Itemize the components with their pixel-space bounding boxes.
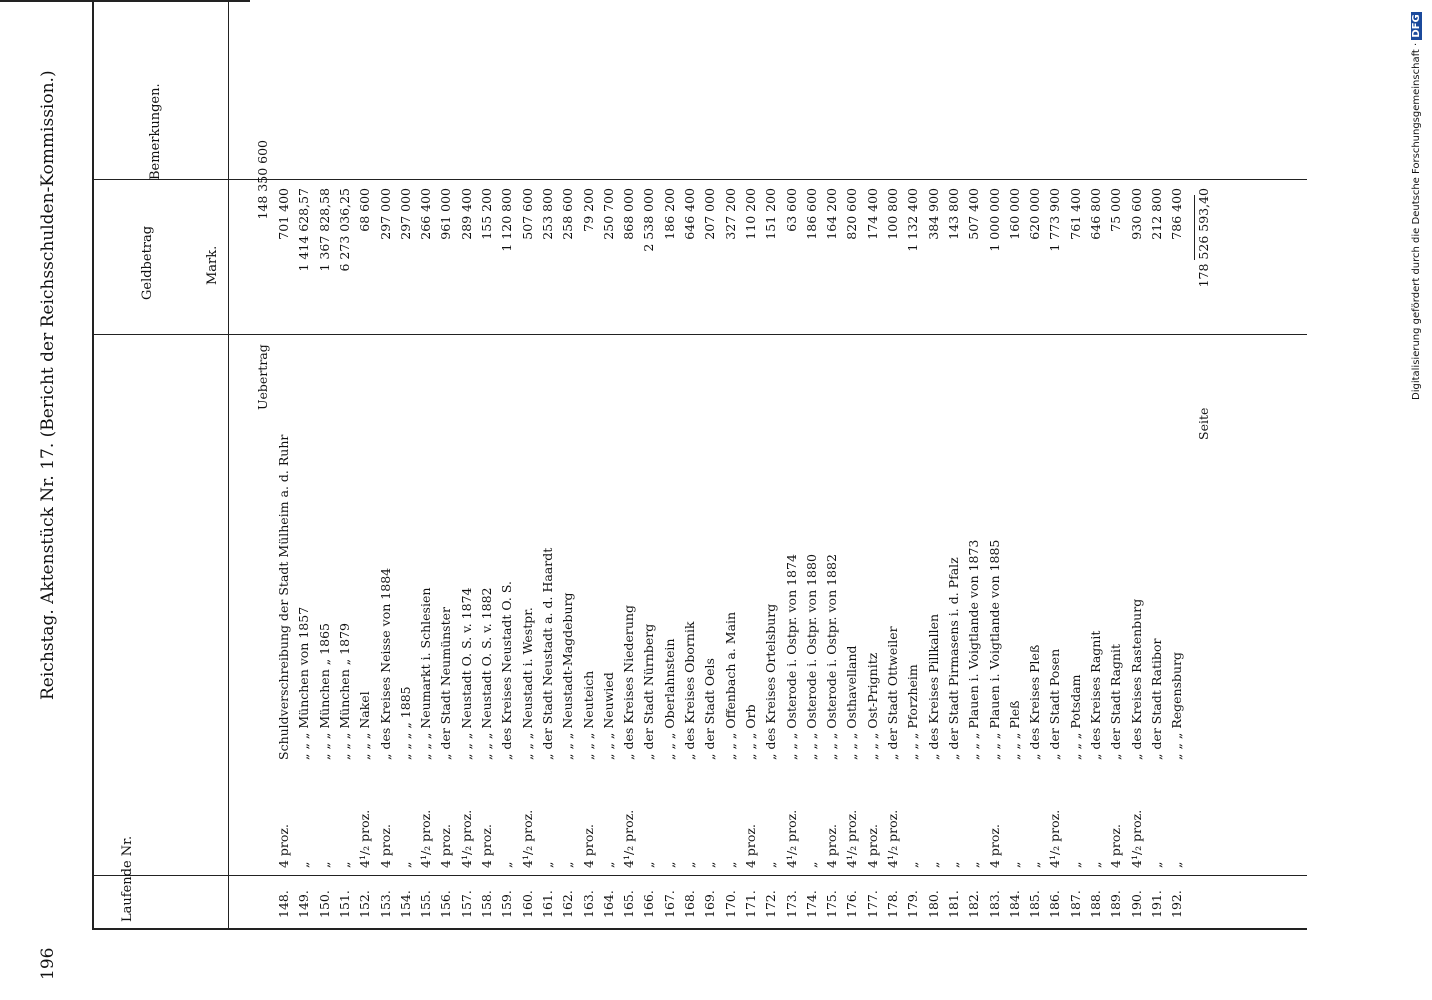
row-number: 150. (316, 890, 332, 918)
interest-rate: „ (1006, 861, 1022, 868)
row-description: „ „ „ „ 1885 (397, 686, 413, 760)
row-number: 180. (925, 890, 941, 918)
table-row (966, 0, 982, 1000)
interest-rate: 4 proz. (276, 824, 291, 868)
row-number: 176. (844, 890, 860, 918)
row-number: 160. (519, 890, 535, 918)
table-row (621, 0, 637, 1000)
row-description: „ des Kreises Niederung (621, 605, 637, 760)
row-description: „ „ „ Regensburg (1169, 651, 1185, 760)
table-row (682, 0, 698, 1000)
table-row (763, 0, 779, 1000)
dfg-sidebar-text: Digitalisierung gefördert durch die Deutsche Forschungsgemeinschaft · (1411, 42, 1422, 400)
interest-rate: „ (600, 861, 616, 868)
column-header-number: Laufende Nr. (120, 835, 135, 922)
row-description: „ des Kreises Neustadt O. S. (499, 581, 515, 760)
row-number: 192. (1169, 890, 1185, 918)
table-row (357, 0, 373, 1000)
interest-rate: „ (1148, 861, 1164, 868)
table-top-rule (92, 0, 94, 930)
row-description: „ „ „ Pleß (1006, 700, 1022, 760)
row-amount: 297 000 (377, 188, 393, 240)
row-number: 154. (397, 890, 413, 918)
table-row (662, 0, 678, 1000)
page-number: 196 (38, 947, 58, 980)
row-number: 166. (641, 890, 657, 918)
row-amount: 786 400 (1169, 188, 1185, 240)
table-row (438, 0, 454, 1000)
row-amount: 151 200 (763, 188, 779, 240)
interest-rate: 4¹/₂ proz. (357, 809, 373, 868)
row-amount: 186 200 (661, 188, 677, 240)
interest-rate: „ (316, 861, 332, 868)
row-number: 173. (783, 890, 799, 918)
row-number: 175. (824, 890, 840, 918)
row-number: 182. (966, 890, 982, 918)
row-amount: 253 800 (539, 188, 555, 240)
row-number: 178. (885, 890, 900, 918)
interest-rate: „ (661, 861, 677, 868)
row-amount: 258 600 (560, 188, 576, 240)
row-description: „ „ „ München „ 1865 (316, 623, 332, 760)
interest-rate: 4 proz. (580, 824, 596, 868)
table-row (1068, 0, 1084, 1000)
row-number: 171. (742, 890, 758, 918)
table-row (723, 0, 739, 1000)
table-row (1027, 0, 1043, 1000)
row-amount: 620 000 (1027, 188, 1043, 240)
row-amount: 1 414 628,57 (296, 188, 312, 272)
row-description: „ „ „ Osterode i. Ostpr. von 1882 (824, 554, 840, 760)
row-description: „ der Stadt Neumünster (438, 607, 454, 760)
interest-rate: 4¹/₂ proz. (783, 809, 799, 868)
row-description: „ „ „ Osthavelland (844, 645, 860, 760)
interest-rate: „ (702, 861, 718, 868)
header-separator-rule (228, 0, 229, 930)
row-description: „ der Stadt Oels (702, 658, 718, 760)
interest-rate: 4¹/₂ proz. (621, 809, 637, 868)
row-amount: 646 400 (682, 188, 697, 240)
row-amount: 701 400 (276, 188, 291, 240)
row-description: „ des Kreises Neisse von 1884 (377, 567, 393, 760)
row-amount: 100 800 (885, 188, 900, 240)
row-number: 183. (986, 890, 1002, 918)
row-number: 188. (1088, 890, 1103, 918)
row-number: 151. (336, 890, 352, 918)
row-number: 153. (377, 890, 393, 918)
row-amount: 2 538 000 (641, 188, 657, 252)
table-left-rule (92, 928, 1307, 930)
row-amount: 289 400 (458, 188, 474, 240)
table-row (520, 0, 536, 1000)
row-amount: 75 000 (1108, 188, 1124, 232)
interest-rate: „ (336, 861, 352, 868)
interest-rate: „ (763, 861, 779, 868)
row-description: „ „ „ Neustadt-Magdeburg (560, 592, 576, 760)
row-amount: 143 800 (945, 188, 961, 240)
row-number: 172. (763, 890, 779, 918)
row-number: 170. (722, 890, 738, 918)
row-description: „ „ „ Potsdam (1067, 674, 1083, 760)
interest-rate: 4 proz. (742, 824, 758, 868)
row-amount: 79 200 (580, 188, 596, 232)
row-amount: 961 000 (438, 188, 454, 240)
row-amount: 384 900 (925, 188, 941, 240)
row-amount: 174 400 (864, 188, 880, 240)
row-amount: 761 400 (1067, 188, 1083, 240)
table-row (905, 0, 921, 1000)
row-number: 157. (458, 890, 474, 918)
row-amount: 1 367 828,58 (316, 188, 332, 272)
row-description: „ „ „ Orb (742, 704, 758, 760)
row-amount: 297 000 (397, 188, 413, 240)
table-row (1129, 0, 1145, 1000)
table-row (540, 0, 556, 1000)
row-number: 161. (539, 890, 555, 918)
row-description: Schuldverschreibung der Stadt Mülheim a. d. Ruhr (276, 434, 291, 760)
row-amount: 212 800 (1148, 188, 1164, 240)
table-row (479, 0, 495, 1000)
table-row (641, 0, 657, 1000)
row-description: „ „ „ Neuteich (580, 670, 596, 760)
table-row (1088, 0, 1104, 1000)
interest-rate: 4 proz. (824, 824, 840, 868)
row-number: 156. (438, 890, 454, 918)
row-number: 174. (803, 890, 819, 918)
row-description: „ „ „ Plauen i. Voigtlande von 1885 (986, 539, 1002, 760)
table-row (601, 0, 617, 1000)
table-row (276, 0, 292, 1000)
row-number: 162. (560, 890, 576, 918)
interest-rate: „ (905, 861, 921, 868)
table-row (378, 0, 394, 1000)
row-number: 186. (1047, 890, 1063, 918)
row-description: „ „ „ Nakel (357, 691, 373, 760)
number-column-rule (92, 875, 1307, 876)
row-description: „ der Stadt Nürnberg (641, 623, 657, 760)
table-row (885, 0, 901, 1000)
page-title: Reichstag. Aktenstück Nr. 17. (Bericht der Reichsschulden-Kommission.) (38, 70, 58, 700)
row-amount: 646 800 (1088, 188, 1103, 240)
interest-rate: „ (641, 861, 657, 868)
row-number: 179. (905, 890, 921, 918)
dfg-logo: DFG (1411, 14, 1422, 38)
row-amount: 6 273 036,25 (336, 188, 352, 272)
row-amount: 155 200 (479, 188, 494, 240)
row-number: 185. (1027, 890, 1043, 918)
row-description: „ des Kreises Pleß (1027, 644, 1043, 760)
interest-rate: „ (560, 861, 576, 868)
table-row (296, 0, 312, 1000)
row-description: „ „ „ Neustadt O. S. v. 1874 (458, 587, 474, 760)
row-amount: 68 600 (357, 188, 373, 232)
interest-rate: „ (1067, 861, 1083, 868)
table-row (946, 0, 962, 1000)
row-number: 149. (296, 890, 312, 918)
row-number: 189. (1108, 890, 1124, 918)
interest-rate: „ (945, 861, 961, 868)
interest-rate: 4¹/₂ proz. (885, 809, 900, 868)
row-number: 164. (600, 890, 616, 918)
interest-rate: 4¹/₂ proz. (458, 809, 474, 868)
row-description: „ der Stadt Ragnit (1108, 643, 1124, 760)
interest-rate: „ (803, 861, 819, 868)
row-number: 190. (1128, 890, 1144, 918)
table-row (581, 0, 597, 1000)
table-row (987, 0, 1003, 1000)
row-description: „ der Stadt Neustadt a. d. Haardt (539, 547, 555, 760)
row-amount: 186 600 (803, 188, 819, 240)
total-row (1196, 0, 1212, 1000)
row-amount: 820 600 (844, 188, 860, 240)
row-description: „ „ „ Oberlahnstein (661, 638, 677, 760)
interest-rate: „ (682, 861, 697, 868)
row-number: 148. (276, 890, 291, 918)
row-description: „ „ „ München „ 1879 (336, 623, 352, 760)
row-amount: 1 773 900 (1047, 188, 1063, 252)
row-description: „ „ „ München von 1857 (296, 606, 312, 760)
row-number: 163. (580, 890, 596, 918)
row-amount: 160 000 (1006, 188, 1022, 240)
row-amount: 250 700 (600, 188, 616, 240)
table-row (1047, 0, 1063, 1000)
table-row (459, 0, 475, 1000)
amount-column-rule (92, 334, 1307, 335)
row-amount: 507 600 (519, 188, 535, 240)
row-description: „ „ „ Neumarkt i. Schlesien (418, 587, 434, 760)
row-number: 165. (621, 890, 637, 918)
row-amount: 207 000 (702, 188, 718, 240)
row-description: „ „ „ Ost-Prignitz (864, 652, 880, 760)
row-number: 155. (418, 890, 434, 918)
row-number: 158. (479, 890, 494, 918)
row-description: „ der Stadt Ratibor (1148, 638, 1164, 760)
interest-rate: „ (1027, 861, 1043, 868)
row-description: „ „ „ Offenbach a. Main (722, 611, 738, 760)
row-description: „ des Kreises Pillkallen (925, 613, 941, 760)
column-header-remarks: Bemerkungen. (148, 83, 163, 180)
row-description: „ des Kreises Obornik (682, 621, 697, 760)
carryover-label: Uebertrag (255, 344, 270, 410)
table-row (1007, 0, 1023, 1000)
interest-rate: 4 proz. (864, 824, 880, 868)
row-amount: 930 600 (1128, 188, 1144, 240)
table-row (784, 0, 800, 1000)
row-amount: 63 600 (783, 188, 799, 232)
row-amount: 868 000 (621, 188, 637, 240)
interest-rate: 4¹/₂ proz. (1128, 809, 1144, 868)
total-amount: 178 526 593,40 (1196, 188, 1211, 288)
row-amount: 164 200 (824, 188, 840, 240)
row-number: 184. (1006, 890, 1022, 918)
table-row (1149, 0, 1165, 1000)
row-description: „ des Kreises Ortelsburg (763, 603, 779, 760)
interest-rate: 4 proz. (479, 824, 494, 868)
row-description: „ „ „ Neustadt i. Westpr. (519, 607, 535, 760)
row-number: 187. (1067, 890, 1083, 918)
table-row (337, 0, 353, 1000)
carryover-row (255, 0, 271, 1000)
sum-rule (1194, 195, 1195, 260)
row-amount: 327 200 (722, 188, 738, 240)
interest-rate: 4¹/₂ proz. (519, 809, 535, 868)
row-number: 169. (702, 890, 718, 918)
table-row (804, 0, 820, 1000)
row-number: 181. (945, 890, 961, 918)
table-row (499, 0, 515, 1000)
row-description: „ „ „ Neuwied (600, 672, 616, 760)
interest-rate: „ (966, 861, 982, 868)
interest-rate: „ (1169, 861, 1185, 868)
table-row (926, 0, 942, 1000)
table-row (317, 0, 333, 1000)
row-number: 177. (864, 890, 880, 918)
table-row (1108, 0, 1124, 1000)
interest-rate: „ (925, 861, 941, 868)
column-header-amount: Geldbetrag (140, 225, 155, 300)
table-row (418, 0, 434, 1000)
carryover-amount: 148 350 600 (255, 140, 270, 220)
table-row (1169, 0, 1185, 1000)
table-row (743, 0, 759, 1000)
row-number: 167. (661, 890, 677, 918)
row-number: 191. (1148, 890, 1164, 918)
interest-rate: 4 proz. (1108, 824, 1124, 868)
interest-rate: 4 proz. (377, 824, 393, 868)
interest-rate: „ (722, 861, 738, 868)
row-amount: 507 400 (966, 188, 982, 240)
row-description: „ „ „ Osterode i. Ostpr. von 1874 (783, 554, 799, 760)
table-row (844, 0, 860, 1000)
row-description: „ „ „ Osterode i. Ostpr. von 1880 (803, 554, 819, 760)
row-number: 152. (357, 890, 373, 918)
interest-rate: „ (499, 861, 515, 868)
row-description: „ „ „ Plauen i. Voigtlande von 1873 (966, 539, 982, 760)
interest-rate: 4¹/₂ proz. (418, 809, 434, 868)
table-row (824, 0, 840, 1000)
row-amount: 1 132 400 (905, 188, 921, 252)
row-description: „ der Stadt Ottweiler (885, 626, 900, 760)
row-description: „ des Kreises Ragnit (1088, 630, 1103, 760)
row-amount: 1 000 000 (986, 188, 1002, 252)
row-description: „ „ „ Pforzheim (905, 664, 921, 760)
row-amount: 1 120 800 (499, 188, 515, 252)
remarks-column-rule (92, 179, 1307, 180)
row-description: „ der Stadt Pirmasens i. d. Pfalz (945, 557, 961, 760)
interest-rate: „ (296, 861, 312, 868)
interest-rate: 4 proz. (438, 824, 454, 868)
interest-rate: „ (1088, 861, 1103, 868)
row-amount: 110 200 (742, 188, 758, 240)
column-header-unit: Mark. (205, 245, 220, 285)
table-row (702, 0, 718, 1000)
interest-rate: „ (397, 861, 413, 868)
row-description: „ des Kreises Rastenburg (1128, 598, 1144, 760)
row-description: „ „ „ Neustadt O. S. v. 1882 (479, 587, 494, 760)
total-label: Seite (1196, 407, 1211, 440)
interest-rate: 4¹/₂ proz. (844, 809, 860, 868)
row-number: 159. (499, 890, 515, 918)
interest-rate: 4 proz. (986, 824, 1002, 868)
table-row (398, 0, 414, 1000)
interest-rate: 4¹/₂ proz. (1047, 809, 1063, 868)
row-amount: 266 400 (418, 188, 434, 240)
row-description: „ der Stadt Posen (1047, 648, 1063, 760)
interest-rate: „ (539, 861, 555, 868)
row-number: 168. (682, 890, 697, 918)
table-row (865, 0, 881, 1000)
table-row (560, 0, 576, 1000)
